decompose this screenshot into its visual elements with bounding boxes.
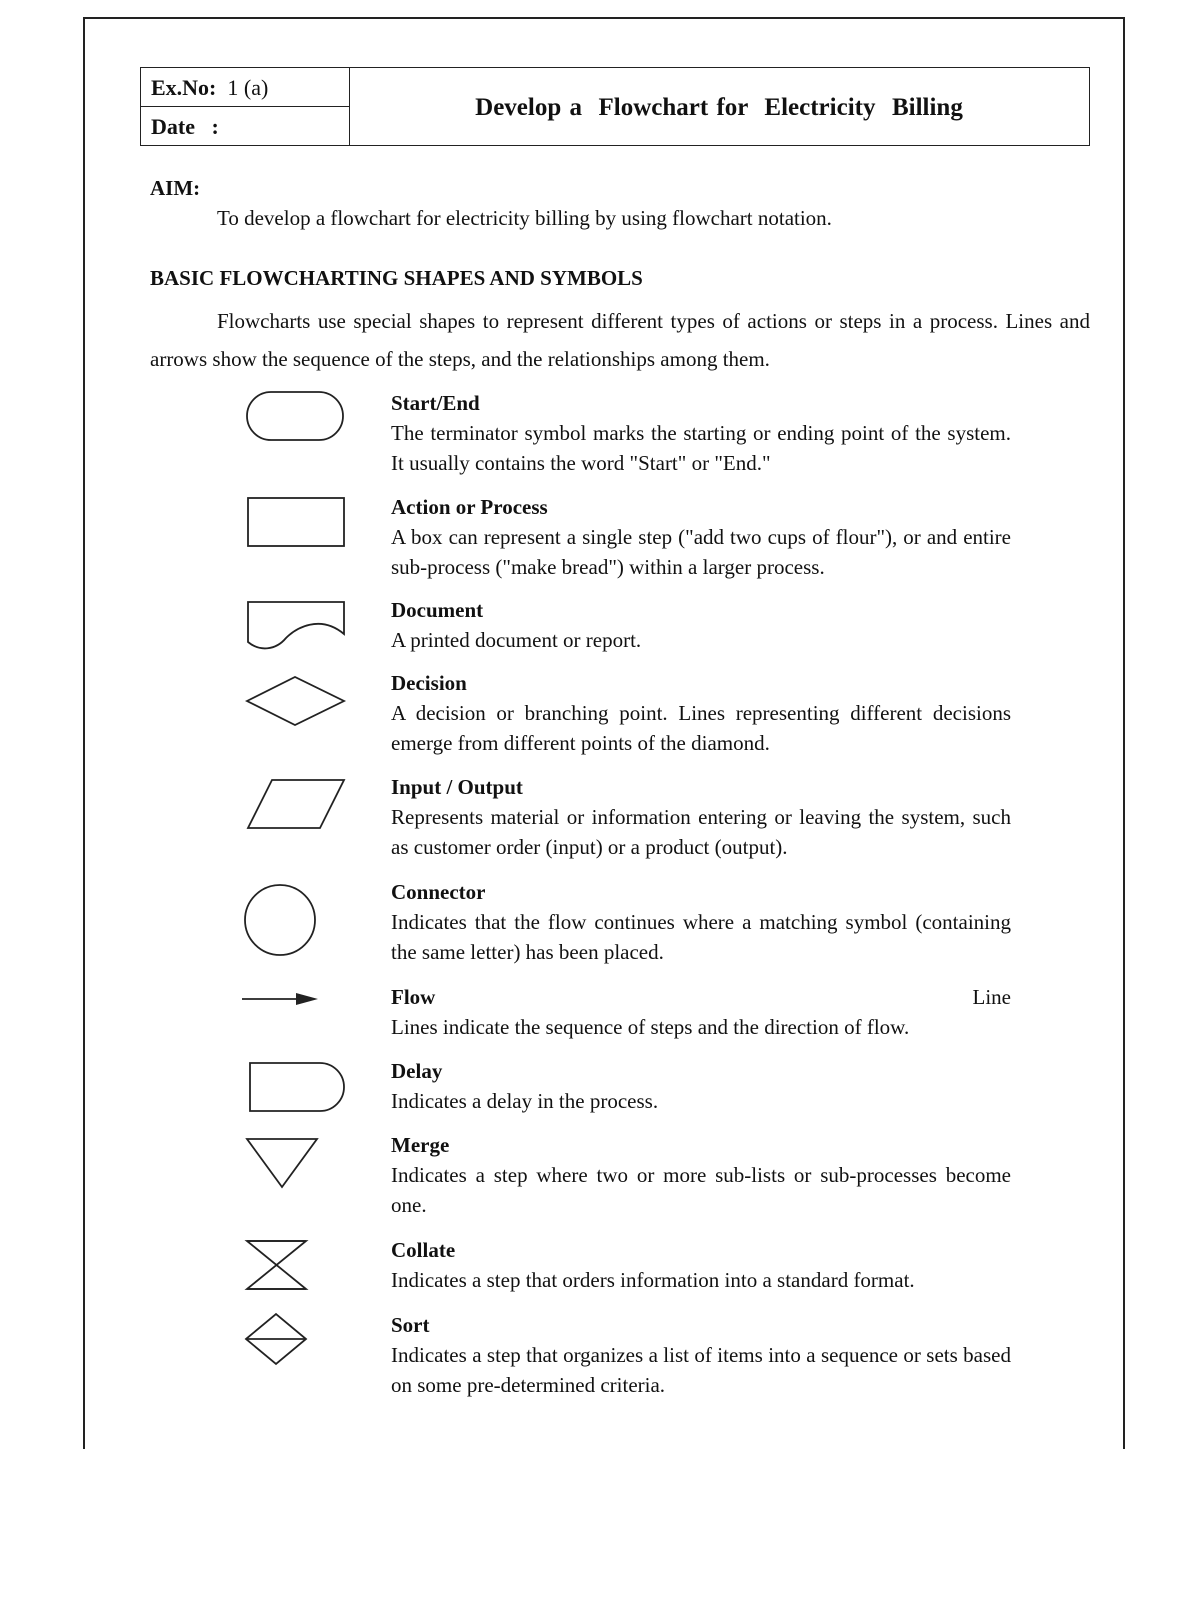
symbol-item-delay	[391, 1056, 1011, 1116]
symbol-desc: Lines indicate the sequence of steps and the direction of flow.	[391, 1015, 910, 1039]
section-heading: BASIC FLOWCHARTING SHAPES AND SYMBOLS	[150, 266, 643, 290]
connector-icon	[220, 884, 360, 944]
symbol-name: Action or Process	[391, 495, 548, 519]
symbol-desc: Indicates a step where two or more sub-lists or sub-processes become one.	[391, 1163, 1011, 1217]
symbol-item-decision	[391, 668, 1011, 758]
ex-no-value: 1 (a)	[227, 75, 269, 100]
symbol-item-sort	[391, 1310, 1011, 1400]
symbol-name: Merge	[391, 1133, 450, 1157]
process-box-icon	[220, 494, 360, 554]
symbol-item-input-output	[391, 772, 1011, 862]
symbol-name: Start/End	[391, 391, 480, 415]
symbol-item-process	[391, 492, 1011, 582]
symbol-desc: Indicates that the flow continues where a matching symbol (containing the same letter) has been placed.	[391, 910, 1011, 964]
exercise-header-table	[140, 67, 1090, 146]
symbol-name: Input / Output	[391, 775, 523, 799]
symbol-desc: A printed document or report.	[391, 628, 642, 652]
date-label: Date	[151, 114, 195, 139]
symbol-desc: Indicates a step that orders information into a standard format.	[391, 1268, 915, 1292]
terminator-icon	[220, 389, 360, 449]
delay-icon	[220, 1060, 360, 1120]
input-output-icon	[220, 778, 360, 838]
symbol-item-collate	[391, 1235, 1011, 1295]
ex-no-label: Ex.No:	[151, 75, 217, 100]
symbol-desc: A box can represent a single step ("add two cups of flour"), or and entire sub-process ("make bread") within a larger process.	[391, 525, 1011, 579]
date-separator: :	[211, 114, 219, 139]
symbol-desc: Indicates a delay in the process.	[391, 1089, 659, 1113]
symbol-item-document	[391, 595, 1011, 655]
symbol-desc: Represents material or information entering or leaving the system, such as customer order (input) or a product (output).	[391, 805, 1011, 859]
symbol-name-row	[391, 982, 1011, 1012]
symbol-item-connector	[391, 877, 1011, 967]
symbol-name: Delay	[391, 1059, 443, 1083]
symbol-item-flow	[391, 982, 1011, 1042]
section-intro: Flowcharts use special shapes to represent different types of actions or steps in a process. Lines and arrows show the sequence of the steps, and the relationships among them.	[150, 309, 1090, 371]
symbol-item-merge	[391, 1130, 1011, 1220]
merge-icon	[220, 1136, 360, 1196]
aim-text: To develop a flowchart for electricity billing by using flowchart notation.	[217, 206, 832, 230]
ex-no-row	[141, 68, 349, 107]
symbol-name: Sort	[391, 1313, 430, 1337]
sort-icon	[220, 1312, 360, 1372]
exercise-meta-cell	[141, 68, 350, 145]
date-row	[141, 107, 349, 145]
flow-arrow-icon	[220, 985, 360, 1045]
document-icon	[220, 598, 360, 658]
symbol-desc: A decision or branching point. Lines representing different decisions emerge from different points of the diamond.	[391, 701, 1011, 755]
symbol-name: Collate	[391, 1238, 456, 1262]
symbol-name-extra: Line	[972, 985, 1011, 1009]
exercise-title: Develop a Flowchart for Electricity Billing	[475, 94, 963, 121]
symbol-desc: The terminator symbol marks the starting or ending point of the system. It usually contains the word "Start" or "End."	[391, 421, 1011, 475]
symbol-name: Connector	[391, 880, 486, 904]
symbol-name: Decision	[391, 671, 467, 695]
decision-diamond-icon	[220, 675, 360, 735]
symbol-name: Document	[391, 598, 484, 622]
aim-heading: AIM:	[150, 176, 201, 200]
symbol-item-start-end	[391, 388, 1011, 478]
collate-icon	[220, 1238, 360, 1298]
symbol-desc: Indicates a step that organizes a list of items into a sequence or sets based on some pre-determined criteria.	[391, 1343, 1011, 1397]
symbol-name: Flow	[391, 985, 436, 1009]
